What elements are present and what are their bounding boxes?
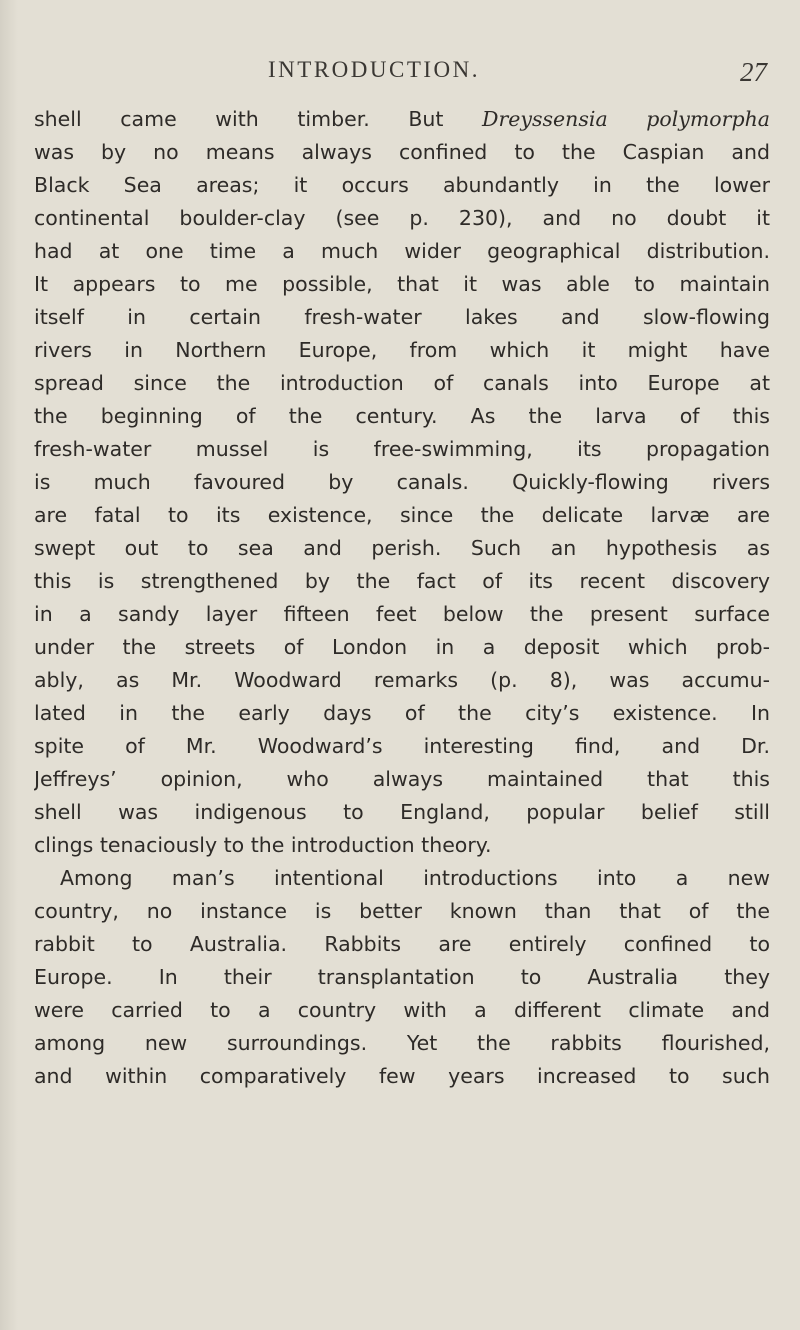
- text-line: lated in the early days of the city’s existence. In: [34, 701, 770, 725]
- text-line: among new surroundings. Yet the rabbits flourished,: [34, 1031, 770, 1055]
- running-head: [0, 50, 800, 90]
- page-gutter-shade: [0, 0, 18, 1330]
- text-line: [34, 103, 770, 136]
- text-line: and within comparatively few years increased to such: [34, 1064, 770, 1088]
- text-line: in a sandy layer fifteen feet below the present surface: [34, 602, 770, 626]
- text-line: Jeffreys’ opinion, who always maintained that this: [34, 767, 770, 791]
- text-line: Black Sea areas; it occurs abundantly in the lower: [34, 173, 770, 197]
- text-line: are fatal to its existence, since the delicate larvæ are: [34, 503, 770, 527]
- text-line: rabbit to Australia. Rabbits are entirely confined to: [34, 932, 770, 956]
- text-line: this is strengthened by the fact of its recent discovery: [34, 569, 770, 593]
- page-number: 27: [740, 57, 767, 87]
- text-line: was by no means always confined to the Caspian and: [34, 140, 770, 164]
- text-line: spite of Mr. Woodward’s interesting find, and Dr.: [34, 734, 770, 758]
- text-line: Among man’s intentional introductions into a new: [60, 866, 770, 890]
- text-line: country, no instance is better known than that of the: [34, 899, 770, 923]
- text-line: swept out to sea and perish. Such an hypothesis as: [34, 536, 770, 560]
- text-line: fresh-water mussel is free-swimming, its propagation: [34, 437, 770, 461]
- text-line: rivers in Northern Europe, from which it might have: [34, 338, 770, 362]
- text-line: had at one time a much wider geographical distribution.: [34, 239, 770, 263]
- text-line: were carried to a country with a different climate and: [34, 998, 770, 1022]
- body-text: [34, 103, 770, 1093]
- text-line: the beginning of the century. As the larva of this: [34, 404, 770, 428]
- text-line: continental boulder-clay (see p. 230), and no doubt it: [34, 206, 770, 230]
- text-line: Europe. In their transplantation to Australia they: [34, 965, 770, 989]
- text-line: clings tenaciously to the introduction theory.: [34, 833, 492, 857]
- text-line: under the streets of London in a deposit which prob-: [34, 635, 770, 659]
- text-line: shell was indigenous to England, popular belief still: [34, 800, 770, 824]
- text-line: itself in certain fresh-water lakes and slow-flowing: [34, 305, 770, 329]
- text-line: is much favoured by canals. Quickly-flowing rivers: [34, 470, 770, 494]
- running-title: INTRODUCTION.: [268, 57, 481, 82]
- text-run: shell came with timber. But: [34, 107, 483, 131]
- text-line: ably, as Mr. Woodward remarks (p. 8), was accumu-: [34, 668, 770, 692]
- text-line: It appears to me possible, that it was able to maintain: [34, 272, 770, 296]
- text-line: spread since the introduction of canals into Europe at: [34, 371, 770, 395]
- species-name-italic: Dreyssensia polymorpha: [482, 107, 770, 131]
